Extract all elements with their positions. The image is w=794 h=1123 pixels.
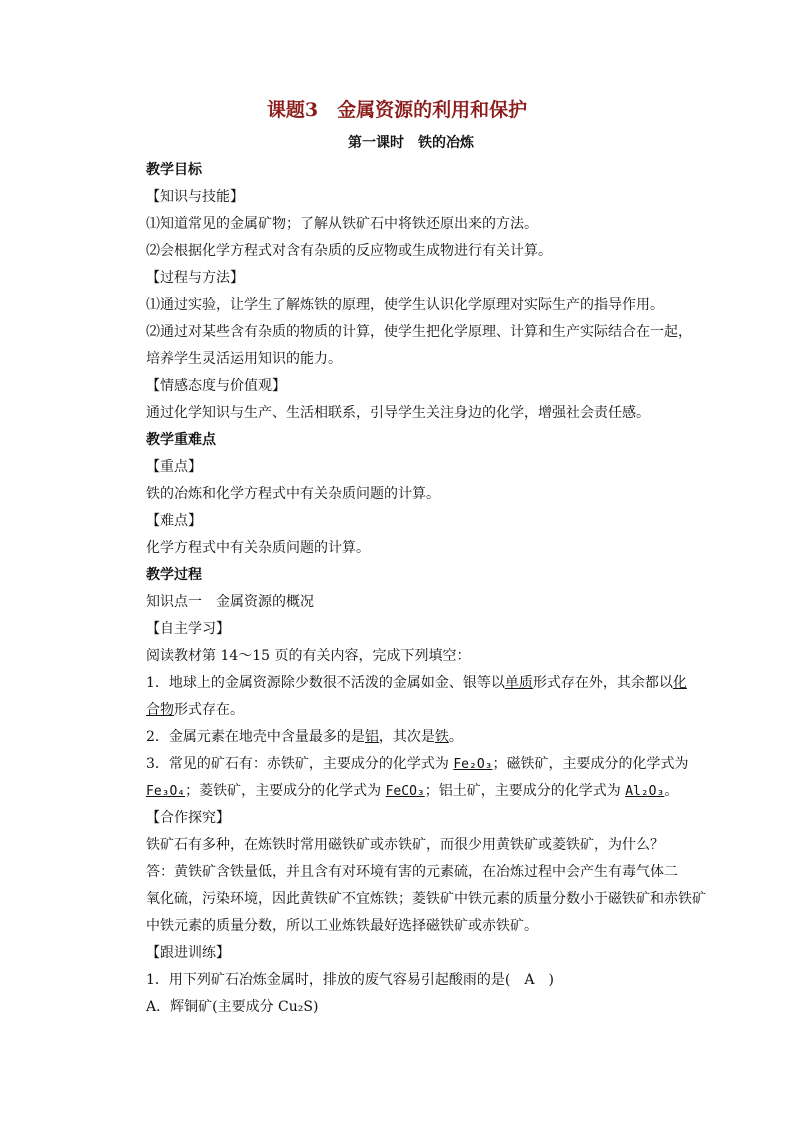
- lesson-subtitle: 第一课时 铁的冶炼: [348, 135, 474, 151]
- process-item-1: ⑴通过实验，让学生了解炼铁的原理，使学生认识化学原理对实际生产的指导作用。: [146, 297, 664, 313]
- answer-line-2: 氧化硫，污染环境，因此黄铁矿不宜炼铁；菱铁矿中铁元素的质量分数小于磁铁矿和赤铁矿: [146, 891, 706, 907]
- key-difficult-heading: 教学重难点: [146, 432, 216, 448]
- teaching-goals-heading: 教学目标: [146, 162, 202, 178]
- practice-option-a: A．辉铜矿(主要成分 Cu₂S): [146, 999, 319, 1015]
- formula-feco3: FeCO₃: [385, 784, 425, 799]
- answer-line-1: 答：黄铁矿含铁量低，并且含有对环境有害的元素硫，在冶炼过程中会产生有毒气体二: [146, 864, 678, 880]
- question-3-cont: Fe₃O₄；菱铁矿，主要成分的化学式为 FeCO₃；铝土矿，主要成分的化学式为 Al₂O₃。: [146, 783, 679, 799]
- question-3: 3．常见的矿石有：赤铁矿，主要成分的化学式为 Fe₂O₃；磁铁矿，主要成分的化学式为: [146, 756, 689, 772]
- answer-line-3: 中铁元素的质量分数，所以工业炼铁最好选择磁铁矿或赤铁矿。: [146, 918, 538, 934]
- knowledge-point-1: 知识点一 金属资源的概况: [146, 594, 314, 610]
- formula-fe2o3: Fe₂O₃: [453, 757, 493, 772]
- difficulty-text: 化学方程式中有关杂质问题的计算。: [146, 540, 370, 556]
- process-item-2: ⑵通过对某些含有杂质的物质的计算，使学生把化学原理、计算和生产实际结合在一起，: [146, 324, 692, 340]
- formula-fe3o4: Fe₃O₄: [146, 784, 186, 799]
- knowledge-item-2: ⑵会根据化学方程式对含有杂质的反应物或生成物进行有关计算。: [146, 243, 552, 259]
- formula-al2o3: Al₂O₃: [625, 784, 665, 799]
- reading-instruction: 阅读教材第 14～15 页的有关内容，完成下列填空：: [146, 648, 471, 664]
- question-1: 1．地球上的金属资源除少数很不活泼的金属如金、银等以单质形式存在外，其余都以化: [146, 675, 687, 691]
- answer-blank: 铁: [434, 729, 449, 745]
- cooperation-heading: 【合作探究】: [146, 810, 230, 826]
- answer-blank: 化: [672, 675, 687, 691]
- practice-question-1: 1．用下列矿石冶炼金属时，排放的废气容易引起酸雨的是( A ): [146, 972, 554, 988]
- emotion-heading: 【情感态度与价值观】: [146, 378, 286, 394]
- process-method-heading: 【过程与方法】: [146, 270, 244, 286]
- answer-blank: 铝: [364, 729, 379, 745]
- answer-blank: 合物: [146, 702, 174, 718]
- question-1-cont: 合物形式存在。: [146, 702, 244, 718]
- cooperation-question: 铁矿石有多种，在炼铁时常用磁铁矿或赤铁矿，而很少用黄铁矿或菱铁矿，为什么？: [146, 837, 664, 853]
- teaching-process-heading: 教学过程: [146, 567, 202, 583]
- focus-heading: 【重点】: [146, 459, 202, 475]
- self-study-heading: 【自主学习】: [146, 621, 230, 637]
- answer-blank: 单质: [504, 675, 533, 691]
- knowledge-item-1: ⑴知道常见的金属矿物；了解从铁矿石中将铁还原出来的方法。: [146, 216, 538, 232]
- emotion-item: 通过化学知识与生产、生活相联系，引导学生关注身边的化学，增强社会责任感。: [146, 405, 650, 421]
- practice-heading: 【跟进训练】: [146, 945, 230, 961]
- question-2: 2．金属元素在地壳中含量最多的是铝，其次是铁。: [146, 729, 463, 745]
- process-item-2-cont: 培养学生灵活运用知识的能力。: [146, 351, 342, 367]
- knowledge-skills-heading: 【知识与技能】: [146, 189, 244, 205]
- focus-text: 铁的冶炼和化学方程式中有关杂质问题的计算。: [146, 486, 440, 502]
- difficulty-heading: 【难点】: [146, 513, 202, 529]
- lesson-title: 课题3 金属资源的利用和保护: [266, 99, 528, 121]
